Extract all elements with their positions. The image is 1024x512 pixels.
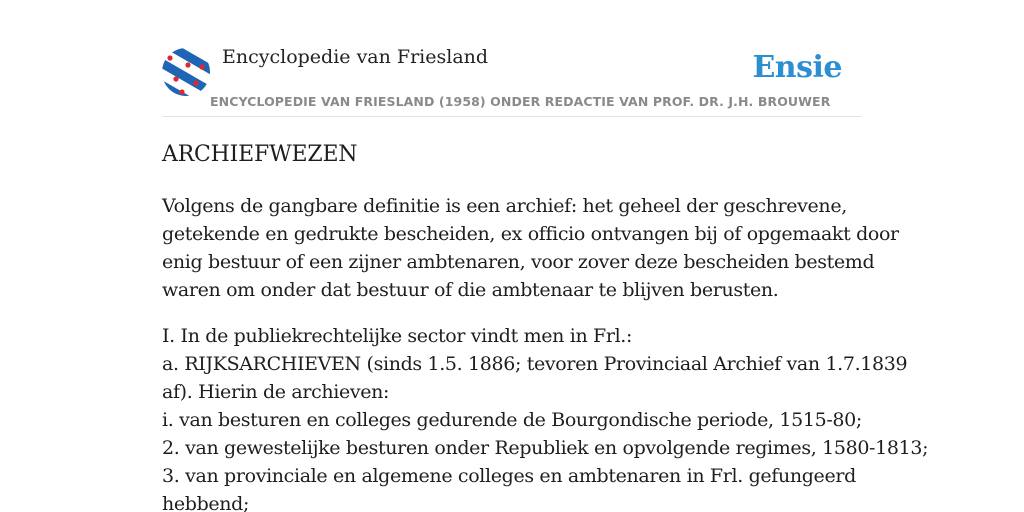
paragraph-line: i. van besturen en colleges gedurende de Bourgondische periode, 1515-80;: [162, 409, 862, 431]
article-paragraph-public-sector: [162, 322, 929, 512]
paragraph-line: enig bestuur of een zijner ambtenaren, voor zover deze bescheiden bestemd: [162, 251, 875, 273]
paragraph-line: Volgens de gangbare definitie is een archief: het geheel der geschrevene,: [162, 195, 847, 217]
ensie-logo-link[interactable]: Ensie: [752, 50, 842, 85]
article-paragraph-definition: [162, 192, 899, 304]
encyclopedia-subtitle: ENCYCLOPEDIE VAN FRIESLAND (1958) ONDER REDACTIE VAN PROF. DR. J.H. BROUWER: [210, 94, 831, 109]
site-title[interactable]: Encyclopedie van Friesland: [222, 46, 489, 68]
site-header: [162, 44, 862, 117]
article-title: ARCHIEFWEZEN: [162, 142, 358, 167]
paragraph-line: 3. van provinciale en algemene colleges en ambtenaren in Frl. gefungeerd: [162, 465, 856, 487]
paragraph-line: a. RIJKSARCHIEVEN (sinds 1.5. 1886; tevoren Provinciaal Archief van 1.7.1839: [162, 353, 908, 375]
paragraph-line: I. In de publiekrechtelijke sector vindt men in Frl.:: [162, 325, 633, 347]
article: [162, 140, 929, 512]
paragraph-line: getekende en gedrukte bescheiden, ex officio ontvangen bij of opgemaakt door: [162, 223, 899, 245]
paragraph-line: waren om onder dat bestuur of die ambtenaar te blijven berusten.: [162, 279, 779, 301]
paragraph-line: af). Hierin de archieven:: [162, 381, 390, 403]
paragraph-line: hebbend;: [162, 493, 250, 512]
frisian-flag-icon[interactable]: [162, 48, 210, 96]
paragraph-line: 2. van gewestelijke besturen onder Republiek en opvolgende regimes, 1580-1813;: [162, 437, 929, 459]
